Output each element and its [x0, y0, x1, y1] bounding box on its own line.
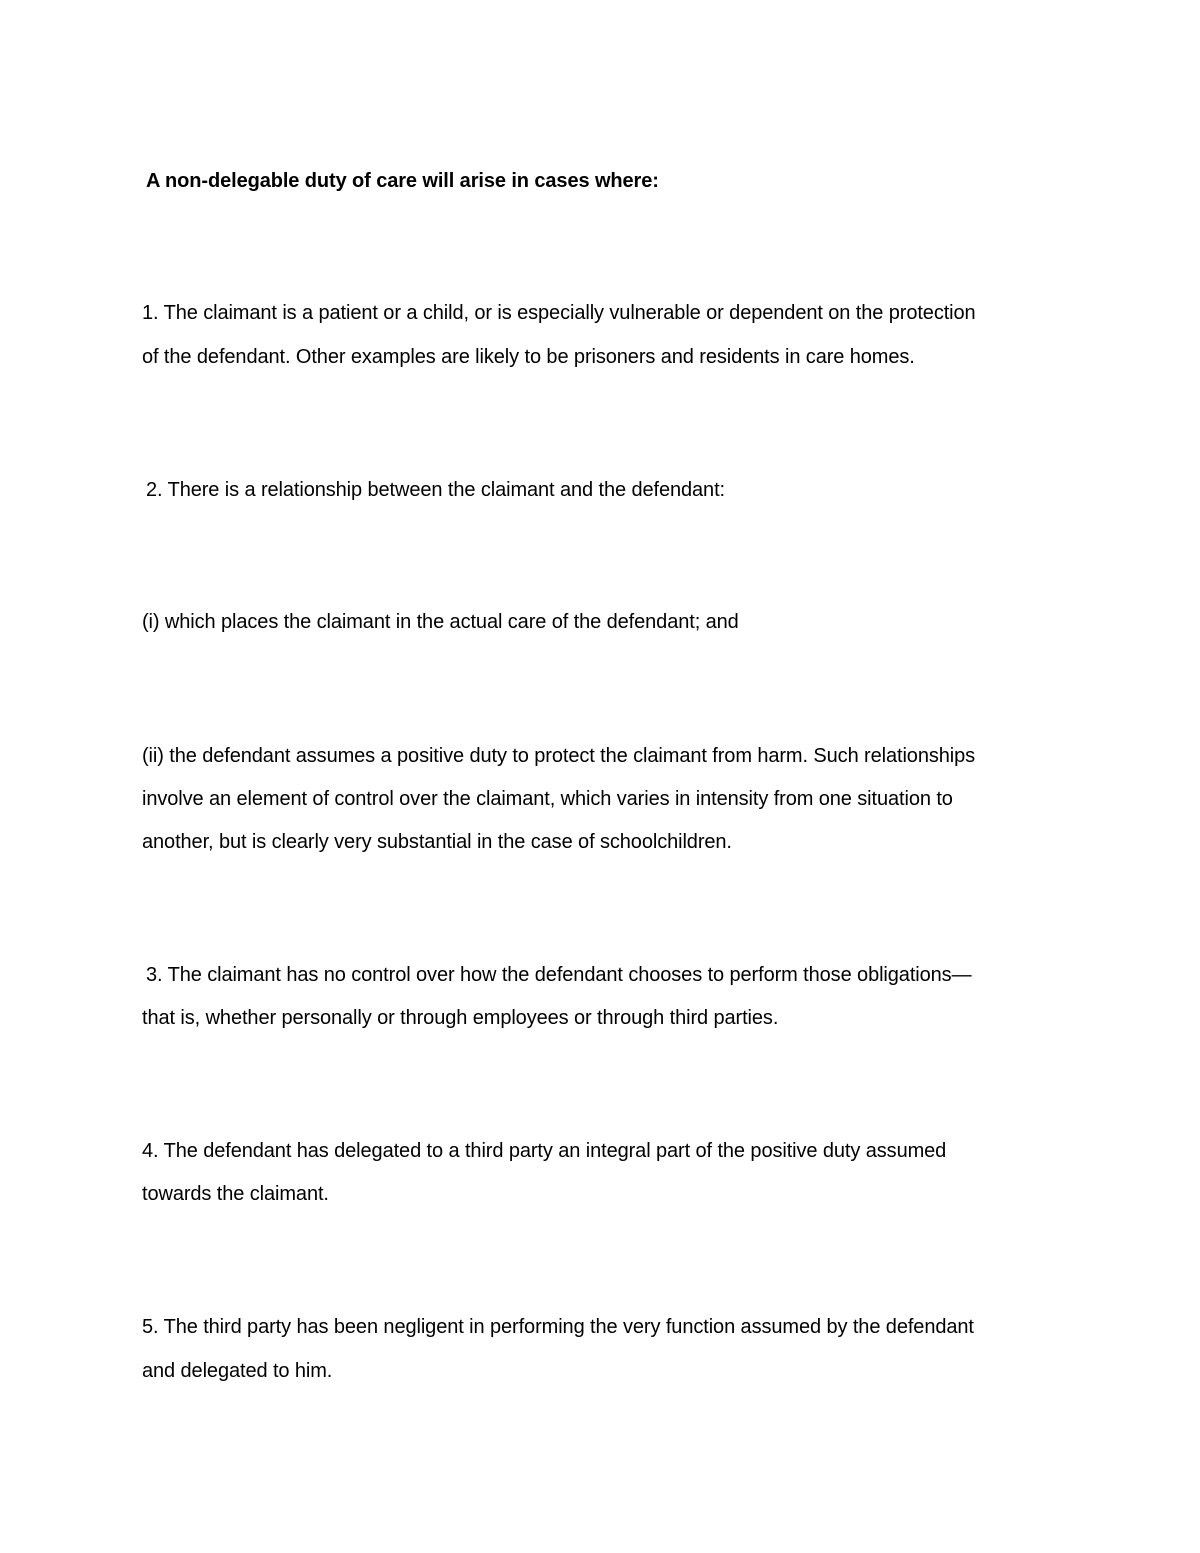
- paragraph-4-line-2: towards the claimant.: [142, 1183, 329, 1205]
- paragraph-2i-line-1: (i) which places the claimant in the actual care of the defendant; and: [142, 611, 739, 633]
- paragraph-5-line-2: and delegated to him.: [142, 1360, 333, 1382]
- document-heading: A non-delegable duty of care will arise in cases where:: [146, 170, 659, 192]
- paragraph-2ii-line-2: involve an element of control over the claimant, which varies in intensity from one situation to: [142, 788, 953, 810]
- paragraph-3-line-1: 3. The claimant has no control over how the defendant chooses to perform those obligations—: [146, 964, 972, 986]
- paragraph-4-line-1: 4. The defendant has delegated to a third party an integral part of the positive duty assumed: [142, 1140, 947, 1162]
- paragraph-1-line-2: of the defendant. Other examples are likely to be prisoners and residents in care homes.: [142, 346, 915, 368]
- paragraph-2ii-line-1: (ii) the defendant assumes a positive duty to protect the claimant from harm. Such relationships: [142, 745, 976, 767]
- paragraph-5-line-1: 5. The third party has been negligent in performing the very function assumed by the defendant: [142, 1316, 974, 1338]
- paragraph-2-line-1: 2. There is a relationship between the claimant and the defendant:: [146, 479, 725, 501]
- paragraph-1-line-1: 1. The claimant is a patient or a child, or is especially vulnerable or dependent on the protection: [142, 302, 976, 324]
- paragraph-3-line-2: that is, whether personally or through employees or through third parties.: [142, 1007, 779, 1029]
- paragraph-2ii-line-3: another, but is clearly very substantial in the case of schoolchildren.: [142, 831, 732, 853]
